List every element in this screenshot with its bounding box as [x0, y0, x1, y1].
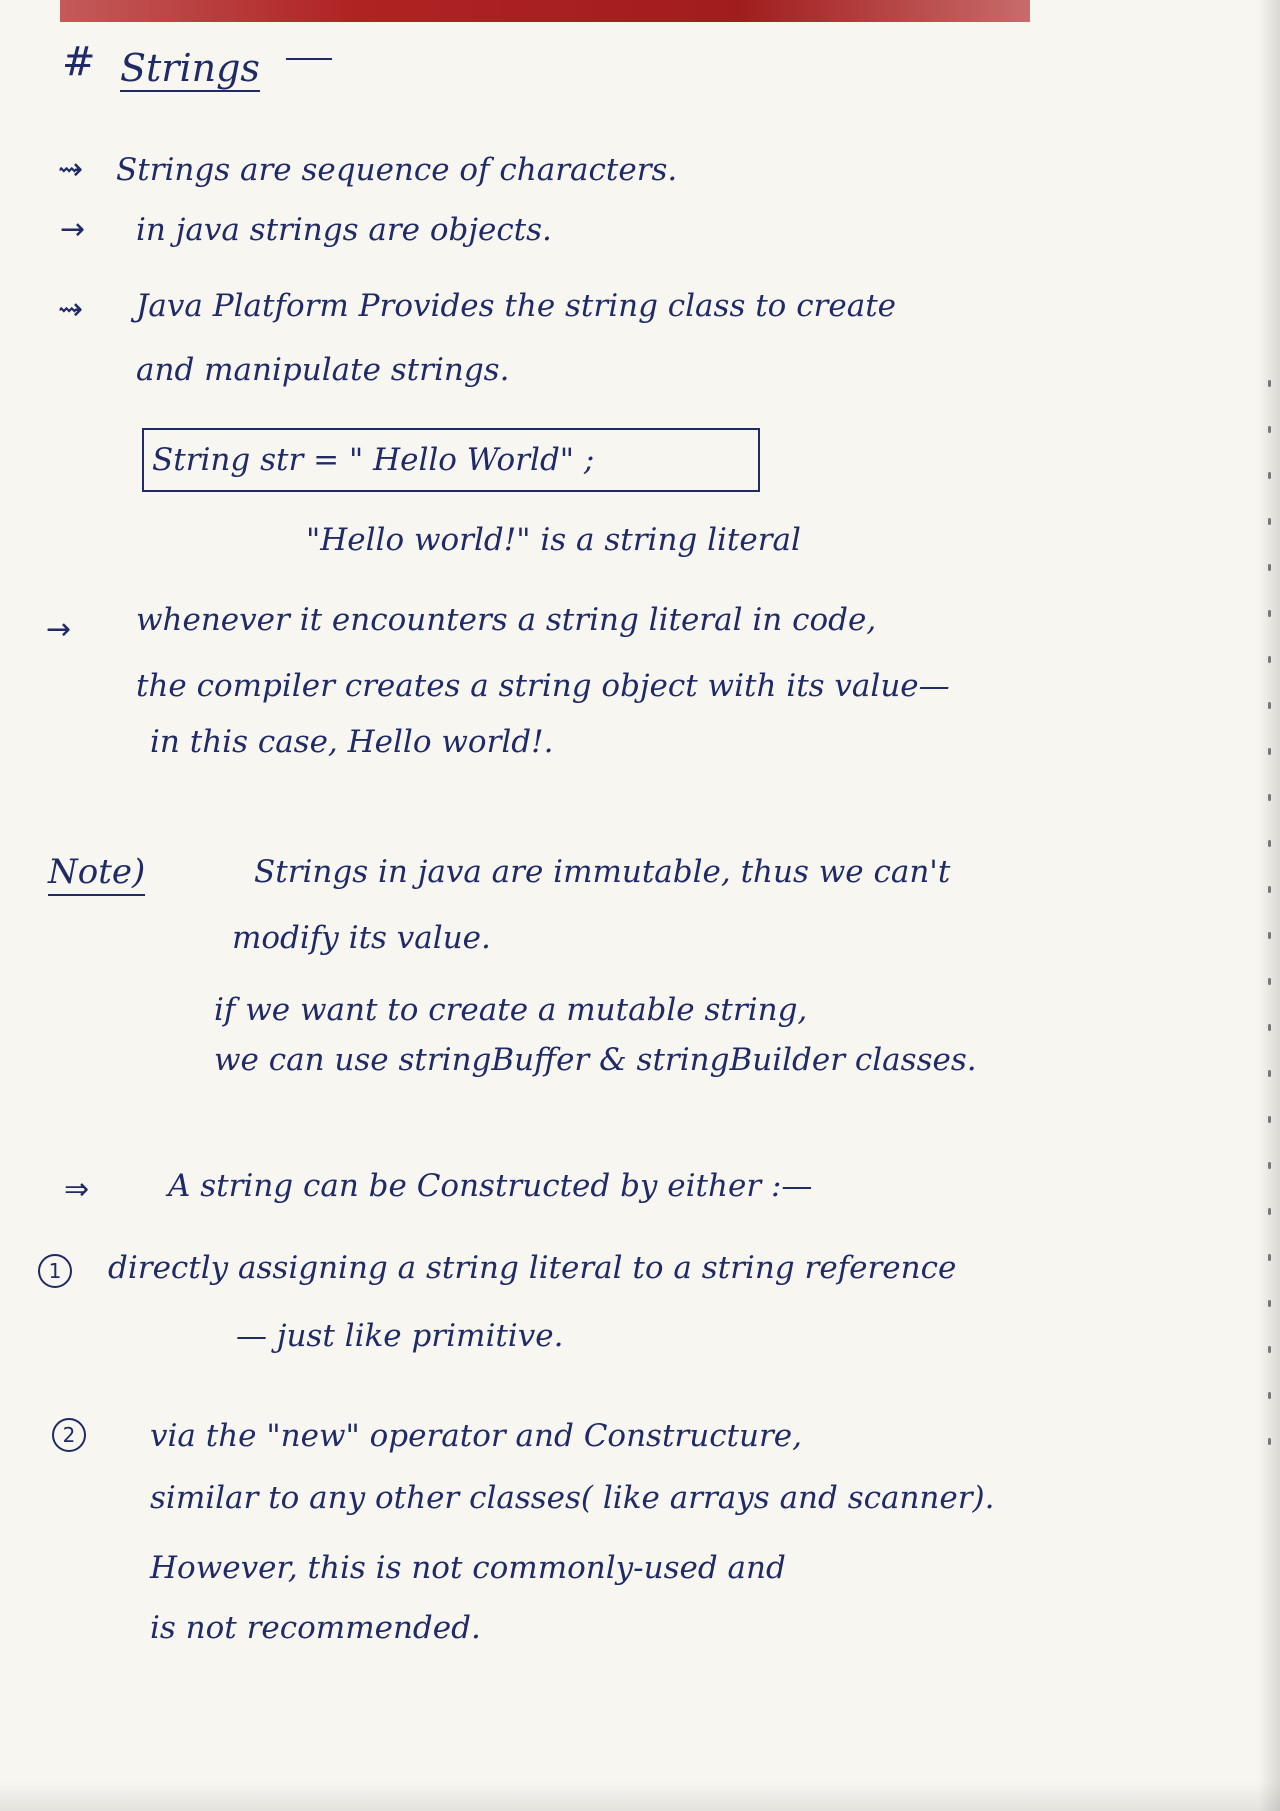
notebook-binding-strip: [60, 0, 1030, 22]
intro-line-3a: Java Platform Provides the string class to create: [136, 288, 896, 324]
note-line-1: Strings in java are immutable, thus we can't: [254, 854, 951, 890]
binding-hole: [1268, 564, 1271, 571]
binding-hole: [1268, 1254, 1271, 1261]
page-bottom-shadow: [0, 1781, 1280, 1811]
binding-hole: [1268, 748, 1271, 755]
note-label: Note): [48, 852, 145, 896]
compiler-line-2: the compiler creates a string object with its value—: [136, 668, 950, 704]
note-line-4: we can use stringBuffer & stringBuilder classes.: [214, 1042, 977, 1078]
binding-hole: [1268, 886, 1271, 893]
binding-hole: [1268, 1116, 1271, 1123]
binding-hole: [1268, 1438, 1271, 1445]
binding-hole: [1268, 656, 1271, 663]
intro-line-3b: and manipulate strings.: [136, 352, 510, 388]
binding-hole: [1268, 610, 1271, 617]
binding-hole: [1268, 794, 1271, 801]
bullet-arrow-icon: ⇒: [64, 1172, 90, 1207]
binding-hole: [1268, 1024, 1271, 1031]
binding-hole: [1268, 1346, 1271, 1353]
binding-hole: [1268, 1208, 1271, 1215]
compiler-line-1: whenever it encounters a string literal in code,: [136, 602, 877, 638]
binding-hole: [1268, 1162, 1271, 1169]
intro-line-1: Strings are sequence of characters.: [116, 152, 678, 188]
binding-hole: [1268, 1300, 1271, 1307]
title-dash: [286, 58, 332, 60]
literal-caption: "Hello world!" is a string literal: [306, 522, 801, 558]
binding-hole: [1268, 1070, 1271, 1077]
binding-hole: [1268, 840, 1271, 847]
binding-hole: [1268, 932, 1271, 939]
page-title: Strings: [120, 46, 260, 90]
note-line-2: modify its value.: [232, 920, 491, 956]
number-2-circle: 2: [52, 1418, 86, 1452]
method-2-line-4: is not recommended.: [150, 1610, 481, 1646]
code-example-box: [142, 428, 760, 492]
binding-holes: [1268, 380, 1276, 1480]
construct-heading: A string can be Constructed by either :—: [168, 1168, 813, 1204]
method-2-line-2: similar to any other classes( like arrays and scanner).: [150, 1480, 995, 1516]
binding-hole: [1268, 472, 1271, 479]
bullet-arrow-icon: ⇝: [58, 152, 84, 187]
binding-hole: [1268, 978, 1271, 985]
method-2-line-3: However, this is not commonly-used and: [150, 1550, 786, 1586]
binding-hole: [1268, 518, 1271, 525]
note-line-3: if we want to create a mutable string,: [214, 992, 808, 1028]
binding-hole: [1268, 426, 1271, 433]
bullet-arrow-icon: ⇝: [58, 292, 84, 327]
binding-hole: [1268, 702, 1271, 709]
method-1-line-2: — just like primitive.: [236, 1318, 564, 1354]
bullet-arrow-icon: →: [46, 612, 72, 647]
intro-line-2: in java strings are objects.: [136, 212, 552, 248]
method-2-line-1: via the "new" operator and Constructure,: [150, 1418, 802, 1454]
binding-hole: [1268, 1392, 1271, 1399]
binding-hole: [1268, 380, 1271, 387]
code-example: String str = " Hello World" ;: [152, 442, 595, 478]
bullet-arrow-icon: →: [60, 212, 86, 247]
number-1-circle: 1: [38, 1254, 72, 1288]
title-hash: #: [62, 39, 96, 85]
compiler-line-3: in this case, Hello world!.: [150, 724, 554, 760]
method-1-line-1: directly assigning a string literal to a string reference: [108, 1250, 957, 1286]
